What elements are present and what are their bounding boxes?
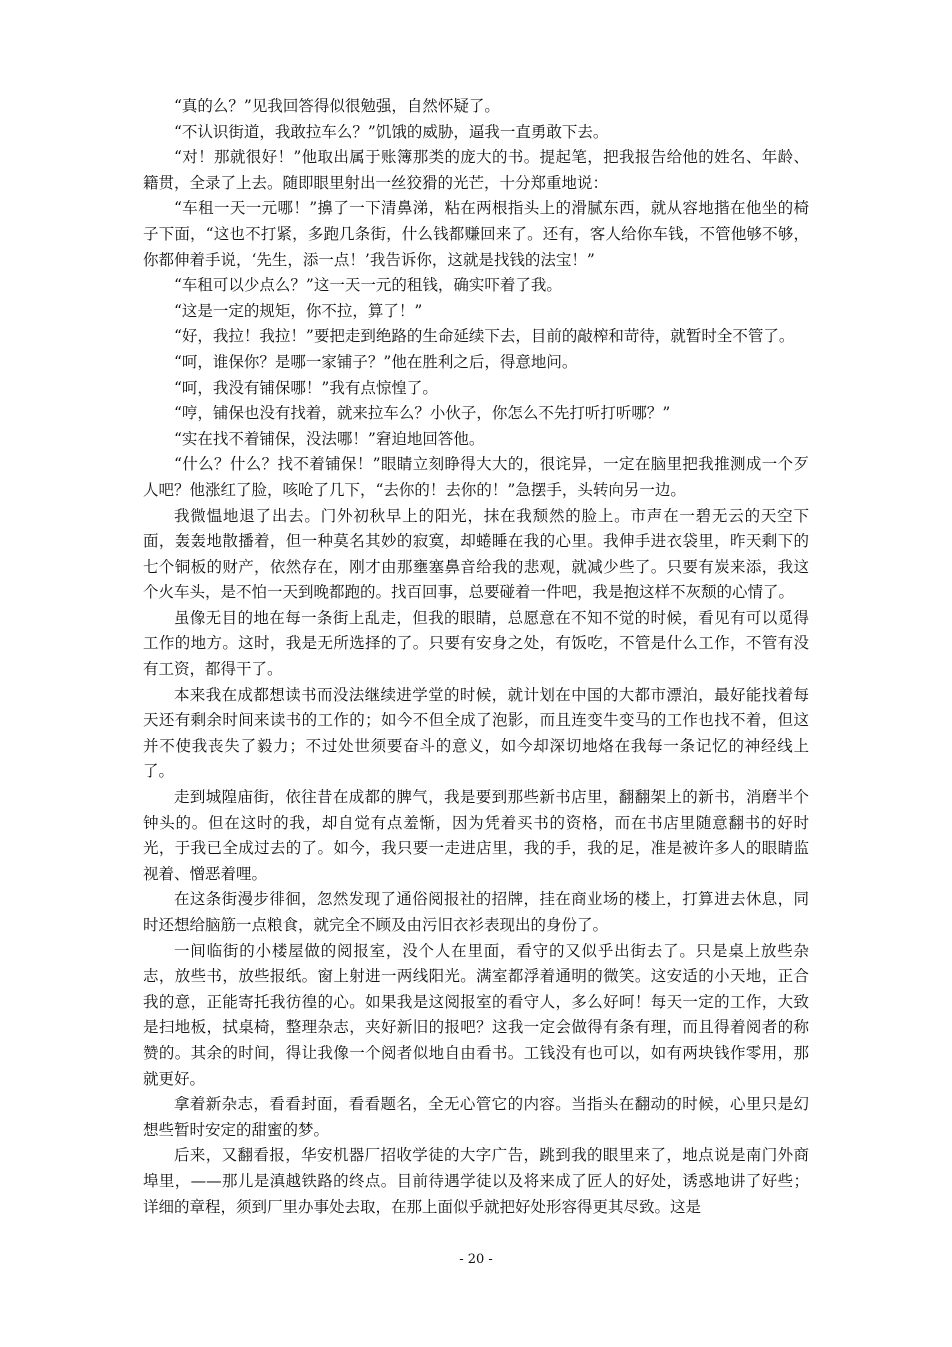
document-body <box>143 94 809 1220</box>
paragraph: “呵，谁保你？是哪一家铺子？”他在胜利之后，得意地问。 <box>174 352 578 371</box>
paragraph: “好，我拉！我拉！”要把走到绝路的生命延续下去，目前的敲榨和苛待，就暂时全不管了。 <box>174 327 795 346</box>
paragraph: “这是一定的规矩，你不拉，算了！” <box>174 301 423 320</box>
page-number: - 20 - <box>459 1252 493 1267</box>
paragraph: 本来我在成都想读书而没法继续进学堂的时候，就计划在中国的大都市漂泊，最好能找着每天还有剩余时间来读书的工作的；如今不但全成了泡影，而且连变牛变马的工作也找不着，但这并不使我丧失了毅力；不过处世须要奋斗的意义，如今却深切地烙在我每一条记忆的神经线上了。 <box>143 685 809 781</box>
paragraph: “对！那就很好！”他取出属于账簿那类的庞大的书。提起笔，把我报告给他的姓名、年龄、籍贯，全录了上去。随即眼里射出一丝狡猾的光芒，十分郑重地说： <box>143 148 809 192</box>
paragraph: 一间临街的小楼屋做的阅报室，没个人在里面，看守的又似乎出街去了。只是桌上放些杂志，放些书，放些报纸。窗上射进一两线阳光。满室都浮着通明的微笑。这安适的小天地，正合我的意，正能寄托我彷徨的心。如果我是这阅报室的看守人，多么好呵！每天一定的工作，大致是扫地板，拭桌椅，整理杂志，夹好新旧的报吧？这我一定会做得有条有理，而且得着阅者的称赞的。其余的时间，得让我像一个阅者似地自由看书。工钱没有也可以，如有两块钱作零用，那就更好。 <box>143 941 809 1088</box>
paragraph: “哼，铺保也没有找着，就来拉车么？小伙子，你怎么不先打听打听哪？” <box>174 404 671 423</box>
paragraph: 虽像无目的地在每一条街上乱走，但我的眼睛，总愿意在不知不觉的时候，看见有可以觅得工作的地方。这时，我是无所选择的了。只要有安身之处，有饭吃，不管是什么工作，不管有没有工资，都得干了。 <box>143 608 809 679</box>
paragraph: “什么？什么？找不着铺保！”眼睛立刻睁得大大的，很诧异，一定在脑里把我推测成一个歹人吧？他涨红了脸，咳呛了几下，“去你的！去你的！”急摆手，头转向另一边。 <box>143 455 809 499</box>
paragraph: 后来，又翻看报，华安机器厂招收学徒的大字广告，跳到我的眼里来了，地点说是南门外商埠里，——那儿是滇越铁路的终点。目前待遇学徒以及将来成了匠人的好处，诱惑地讲了好些；详细的章程，须到厂里办事处去取，在那上面似乎就把好处形容得更其尽致。这是 <box>143 1146 809 1216</box>
paragraph: 在这条街漫步徘徊，忽然发现了通俗阅报社的招牌，挂在商业场的楼上，打算进去休息，同时还想给脑筋一点粮食，就完全不顾及由污旧衣衫表现出的身份了。 <box>143 890 809 934</box>
paragraph: 拿着新杂志，看看封面，看看题名，全无心管它的内容。当指头在翻动的时候，心里只是幻想些暂时安定的甜蜜的梦。 <box>143 1095 809 1139</box>
paragraph: “实在找不着铺保，没法哪！”窘迫地回答他。 <box>174 429 485 448</box>
paragraph: 走到城隍庙街，依往昔在成都的脾气，我是要到那些新书店里，翻翻架上的新书，消磨半个钟头的。但在这时的我，却自觉有点羞惭，因为凭着买书的资格，而在书店里随意翻书的好时光，于我已全成过去的了。如今，我只要一走进店里，我的手，我的足，准是被许多人的眼睛监视着、憎恶着哩。 <box>143 788 809 883</box>
paragraph: “车租一天一元哪！”擤了一下清鼻涕，粘在两根指头上的滑腻东西，就从容地揩在他坐的椅子下面，“这也不打紧，多跑几条街，什么钱都赚回来了。还有，客人给你车钱，不管他够不够，你都伸着手说，‘先生，添一点！’我告诉你，这就是找钱的法宝！” <box>143 199 809 269</box>
paragraph: “不认识街道，我敢拉车么？”饥饿的威胁，逼我一直勇敢下去。 <box>174 122 609 141</box>
paragraph: “车租可以少点么？”这一天一元的租钱，确实吓着了我。 <box>174 276 562 295</box>
paragraph: 我微愠地退了出去。门外初秋早上的阳光，抹在我颓然的脸上。市声在一碧无云的天空下面，轰轰地散播着，但一种莫名其妙的寂寞，却蜷睡在我的心里。我伸手进衣袋里，昨天剩下的七个铜板的财产，依然存在，刚才由那壅塞鼻音给我的悲观，就减少些了。只要有炭来添，我这个火车头，是不怕一天到晚都跑的。找百回事，总要碰着一件吧，我是抱这样不灰颓的心情了。 <box>143 506 809 602</box>
paragraph: “呵，我没有铺保哪！”我有点惊惶了。 <box>174 378 438 397</box>
paragraph: “真的么？”见我回答得似很勉强，自然怀疑了。 <box>174 97 500 115</box>
